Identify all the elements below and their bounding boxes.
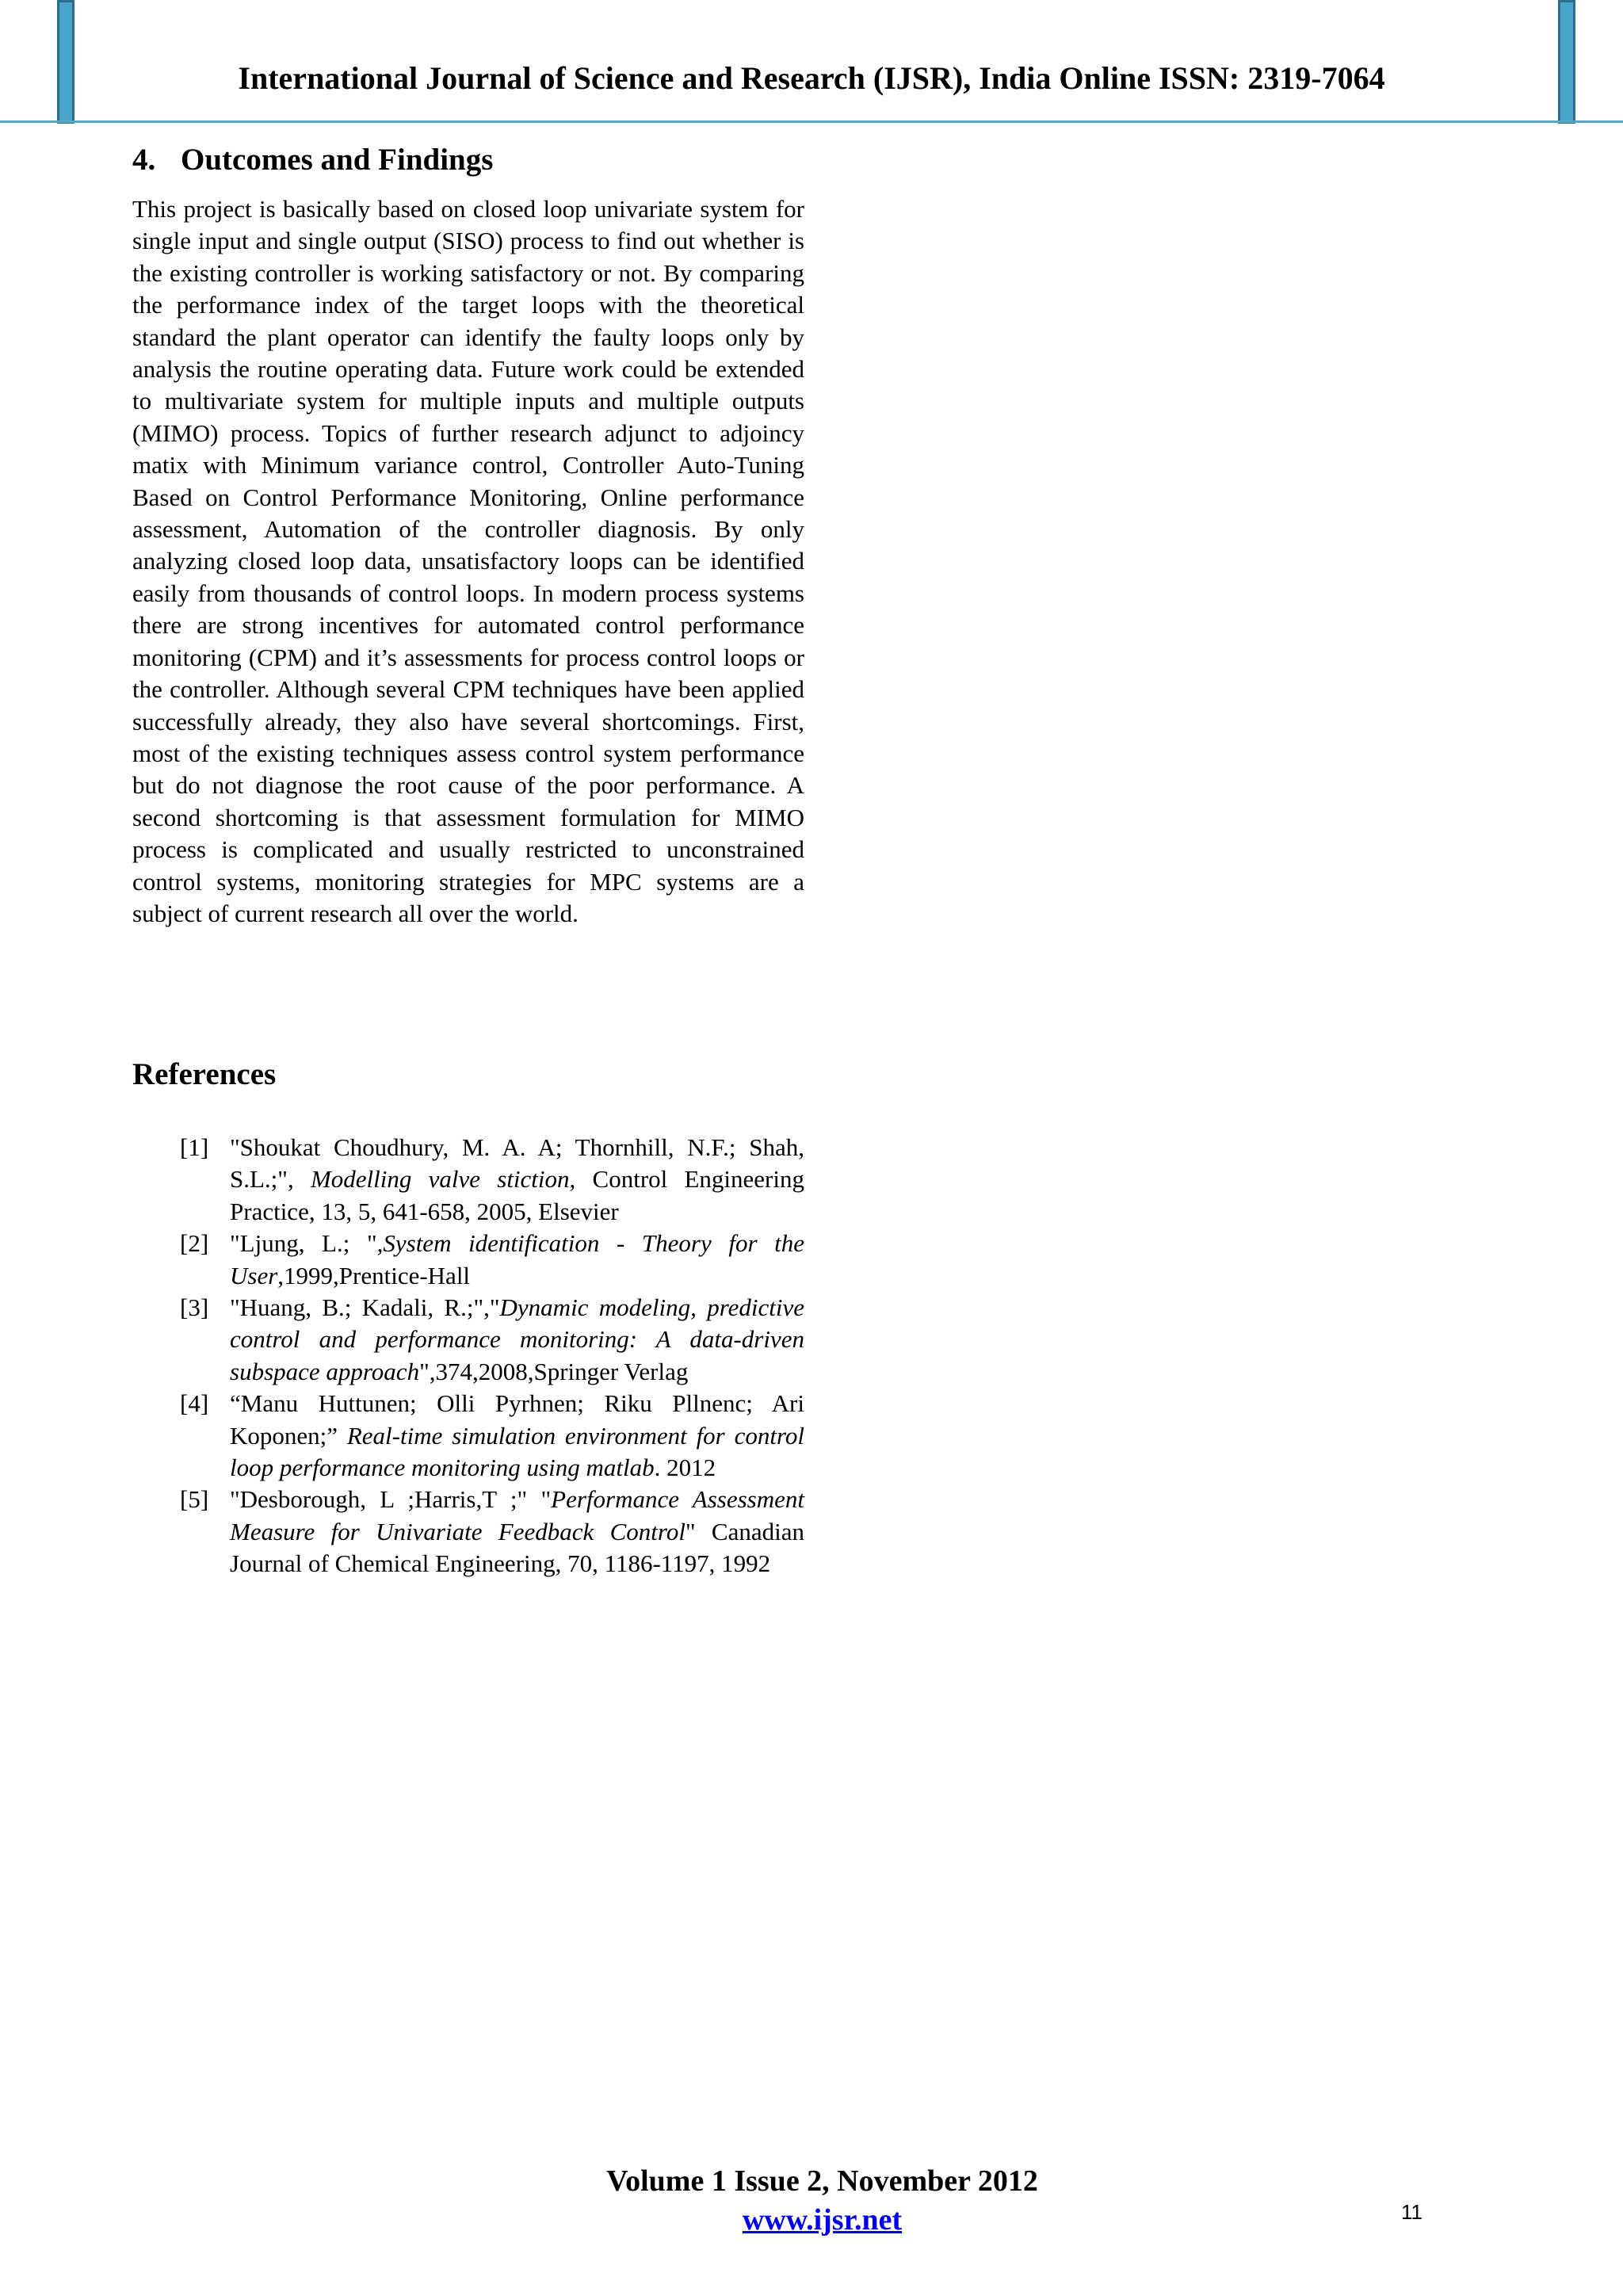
section-title: Outcomes and Findings <box>181 143 494 177</box>
reference-item <box>180 1228 804 1292</box>
reference-title: Modelling valve stiction, <box>310 1165 576 1194</box>
reference-number: [2] <box>180 1229 209 1258</box>
reference-item <box>180 1388 804 1484</box>
reference-text: “Manu Huttunen; Olli Pyrhnen; Riku Pllnenc; Ari Koponen;” <box>230 1389 804 1450</box>
reference-title: System identification - Theory for the User <box>230 1229 804 1289</box>
header-rule <box>0 120 1623 123</box>
reference-item <box>180 1484 804 1580</box>
reference-number: [5] <box>180 1485 209 1514</box>
reference-text: "Ljung, L.; ", <box>230 1229 384 1258</box>
reference-title: Real-time simulation environment for control loop performance monitoring using matlab <box>230 1421 804 1482</box>
section-heading <box>132 141 493 179</box>
reference-number: [4] <box>180 1389 209 1418</box>
reference-source: ,1999,Prentice-Hall <box>277 1261 471 1289</box>
reference-source: Control Engineering Practice, 13, 5, 641-658, 2005, Elsevier <box>230 1165 804 1225</box>
reference-source: " Canadian Journal of Chemical Engineering, 70, 1186-1197, 1992 <box>230 1517 804 1578</box>
reference-source: ",374,2008,Springer Verlag <box>419 1357 689 1385</box>
reference-source: . 2012 <box>654 1454 716 1482</box>
page-number: 11 <box>1401 2200 1423 2224</box>
section-number: 4. <box>132 143 156 177</box>
journal-website-link[interactable]: www.ijsr.net <box>742 2203 903 2237</box>
reference-item <box>180 1132 804 1228</box>
footer-volume: Volume 1 Issue 2, November 2012 <box>606 2164 1038 2198</box>
reference-text: "Huang, B.; Kadali, R.;"," <box>230 1293 500 1322</box>
references-heading: References <box>132 1057 277 1091</box>
reference-number: [3] <box>180 1293 209 1322</box>
reference-text: "Shoukat Choudhury, M. A. A; Thornhill, N.F.; Shah, S.L.;", <box>230 1133 804 1194</box>
reference-text: "Desborough, L ;Harris,T ;" " <box>230 1485 552 1514</box>
reference-number: [1] <box>180 1133 209 1161</box>
footer-url <box>0 2202 1623 2238</box>
section-body-paragraph: This project is basically based on closed loop univariate system for single input and single output (SISO) process to find out whether is the existing controller is working satisfactory or not. By comparing the performance index of the target loops with the theoretical standard the plant operator can identify the faulty loops only by analysis the routine operating data. Future work could be extended to multivariate system for multiple inputs and multiple outputs (MIMO) process. Topics of further research adjunct to adjoincy matix with Minimum variance control, Controller Auto-Tuning Based on Control Performance Monitoring, Online performance assessment, Automation of the controller diagnosis. By only analyzing closed loop data, unsatisfactory loops can be identified easily from thousands of control loops. In modern process systems there are strong incentives for automated control performance monitoring (CPM) and it’s assessments for process control loops or the controller. Although several CPM techniques have been applied successfully already, they also have several shortcomings. First, most of the existing techniques assess control system performance but do not diagnose the root cause of the poor performance. A second shortcoming is that assessment formulation for MIMO process is complicated and usually restricted to unconstrained control systems, monitoring strategies for MPC systems are a subject of current research all over the world. <box>132 195 804 927</box>
reference-item <box>180 1292 804 1388</box>
reference-title: Performance Assessment Measure for Univariate Feedback Control <box>230 1485 804 1545</box>
references-list <box>180 1132 804 1580</box>
journal-header-title: International Journal of Science and Research (IJSR), India Online ISSN: 2319-7064 <box>238 60 1385 96</box>
reference-title: Dynamic modeling, predictive control and performance monitoring: A data-driven subspace approach <box>230 1293 804 1385</box>
